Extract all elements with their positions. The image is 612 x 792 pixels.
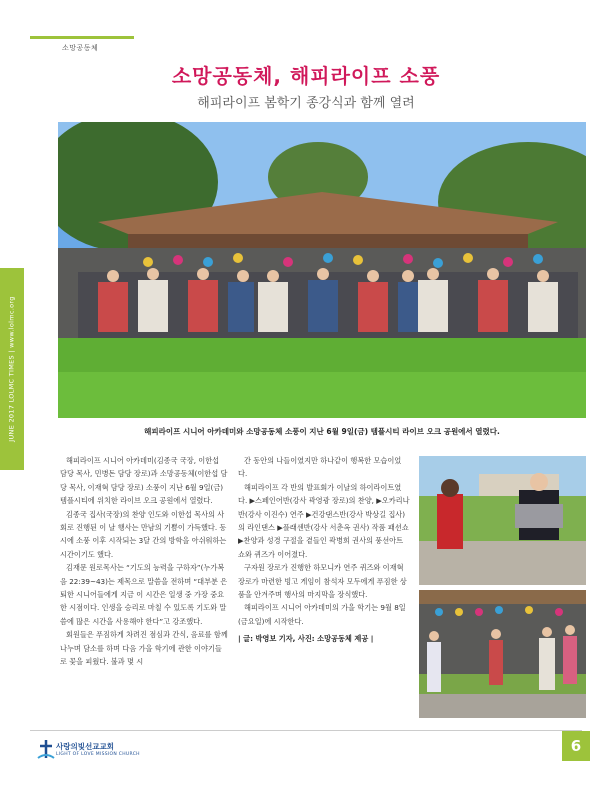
article-column-1 <box>60 454 228 669</box>
side-publication-label <box>0 268 24 470</box>
article-title: 소망공동체, 해피라이프 소풍 <box>171 64 441 88</box>
photo-credit: | 글: 박영보 기자, 사진: 소망공동체 제공 | <box>238 634 374 644</box>
article-subtitle: 해피라이프 봄학기 종강식과 함께 열려 <box>197 96 415 111</box>
church-logo-icon <box>36 738 56 762</box>
photo-caption: 해피라이프 시니어 아카데미와 소망공동체 소풍이 지난 6월 9일(금) 템플시티 라이브 오크 공원에서 열렸다. <box>144 427 500 436</box>
paragraph: 김재문 원로목사는 “기도의 능력을 구하자”(누가복음 22:39~43)는 제목으로 말씀을 전하며 “대부분 은퇴한 시니어들에게 지금 이 시간은 일생 중 가장 중요한 시점이다. 인생을 승리로 마칠 수 있도록 기도와 말씀에 많은 시간을 사용해야 한다”고 강조했다. <box>60 563 228 626</box>
article-column-2 <box>238 454 410 646</box>
paragraph: 해피라이프 시니어 아카데미의 가을 학기는 9월 8일(금요일)에 시작한다. <box>238 603 406 626</box>
paragraph: 회원들은 푸짐하게 차려진 점심과 간식, 음료를 함께 나누며 담소를 하며 다음 가을 학기에 관한 이야기들로 꽃을 피웠다. 불과 몇 시 <box>60 630 228 667</box>
group-photo-illustration <box>58 122 586 418</box>
footer-divider <box>30 730 582 731</box>
church-name-en: LIGHT OF LOVE MISSION CHURCH <box>56 752 140 757</box>
side-publication-text: JUNE 2017 LOLMC TIMES | www.lolmc.org <box>8 296 17 442</box>
page-number: 6 <box>562 731 590 761</box>
paragraph: 간 동안의 나들이였지만 하나같이 행복한 모습이었다. <box>238 456 402 479</box>
paragraph: 해피라이프 각 반의 발표회가 이날의 하이라이트였다. ▶스페인어반(강사 곽영광 장로)의 찬양, ▶오카리나반(강사 이진수) 연주 ▶건강댄스반(강사 박상길 집사)의 라인댄스 ▶플래센반(강사 서춘옥 권사) 작품 패션쇼 ▶찬양과 성경 구절을 곁들인 곽병희 권사의 풍선아트 쇼와 퀴즈가 이어졌다. <box>238 482 410 559</box>
section-accent-line <box>30 36 134 39</box>
group-photo <box>58 122 586 418</box>
paragraph: 김종국 집사(국장)의 찬양 인도와 이한섭 목사의 사회로 진행된 이 날 행사는 만남의 기쁨이 가득했다. 동시에 소풍 이후 시작되는 3달 간의 방학을 아쉬워하는 시간이기도 했다. <box>60 509 227 559</box>
paragraph: 구자원 장로가 진행한 하모니카 연주 퀴즈와 이재혁 장로가 마련한 빙고 게임이 참석자 모두에게 푸짐한 상품을 안겨주며 행사의 마지막을 장식했다. <box>238 563 407 600</box>
section-tag: 소망공동체 <box>62 44 99 52</box>
dance-photo <box>419 590 586 718</box>
church-name: 사랑의빛선교교회 <box>56 742 114 751</box>
paragraph: 해피라이프 시니어 아카데미(김종국 국장, 이한섭 담당 목사, 민병돈 담당 장로)과 소망공동체(이한섭 담당 목사, 이재혁 담당 장로) 소풍이 지난 6월 9일(금) 템플시티에 위치한 라이브 오크 공원에서 열렸다. <box>60 456 228 506</box>
performance-photo <box>419 456 586 585</box>
dance-photo-illustration <box>419 590 586 718</box>
performance-photo-illustration <box>419 456 586 585</box>
